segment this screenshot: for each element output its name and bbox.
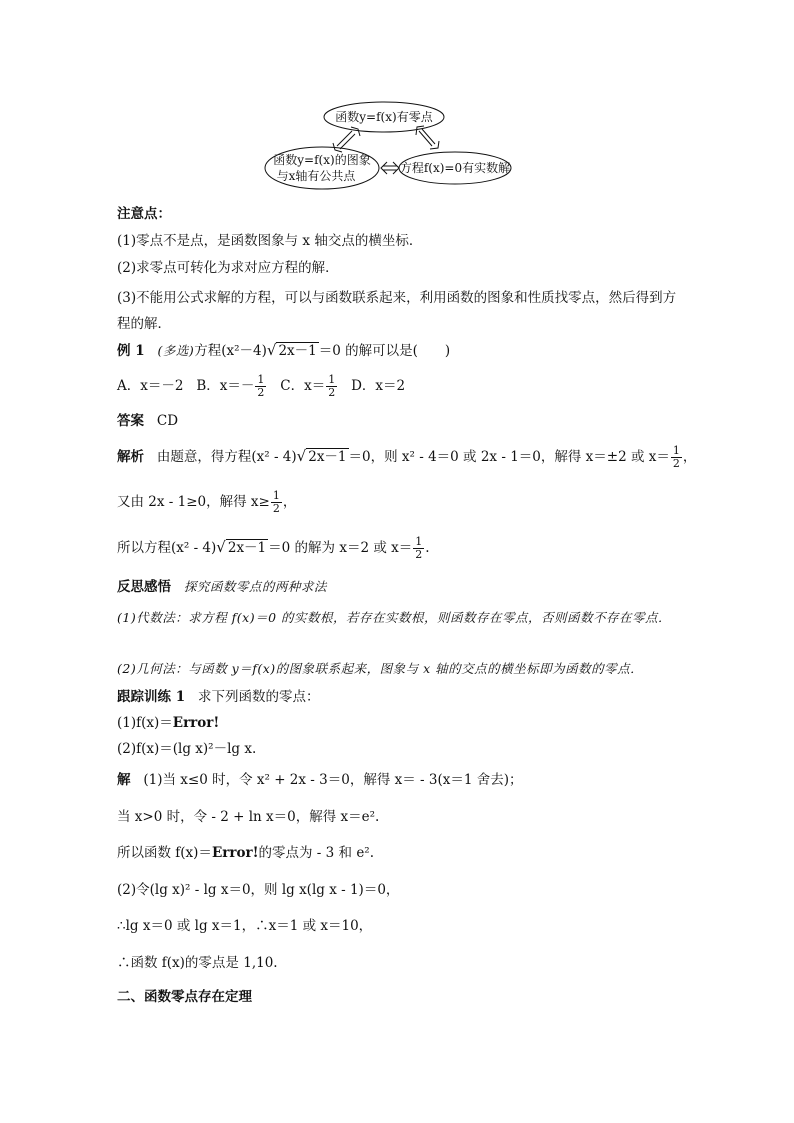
practice-1-error: Error! <box>172 715 220 731</box>
note-2: (2)求零点可转化为求对应方程的解． <box>117 260 339 276</box>
option-b-pre: B．x＝－ <box>196 378 255 394</box>
example-tag: (多选) <box>157 343 195 358</box>
sqrt-icon: √ <box>216 538 226 556</box>
reflection-label: 反思感悟 <box>117 579 171 595</box>
option-c-fraction: $\frac{1}{2}$ <box>328 373 336 399</box>
solution-l3-b: ＝0 的解为 x＝2 或 x＝ <box>268 540 413 556</box>
practice-solution-4: (2)令(lg x)² - lg x＝0，则 lg x(lg x - 1)＝0， <box>117 882 400 898</box>
answer-value: CD <box>156 413 179 429</box>
solution-l1-a: 由题意，得方程(x² - 4) <box>156 449 297 465</box>
solution-line-3 <box>117 531 430 564</box>
practice-title: 求下列函数的零点： <box>197 689 320 705</box>
option-a: A．x＝－2 <box>117 378 184 394</box>
solution-l1-end: ， <box>682 449 697 465</box>
section-2-title: 二、函数零点存在定理 <box>117 989 252 1005</box>
solution-l2-fraction: $\frac{1}{2}$ <box>272 489 280 515</box>
solution-l2-a: 又由 2x - 1≥0，解得 x≥ <box>117 494 270 510</box>
practice-2: (2)f(x)＝(lg x)²－lg x. <box>117 741 257 757</box>
equivalence-diagram <box>0 0 794 200</box>
practice-solution-1-text: (1)当 x≤0 时，令 x² + 2x - 3＝0，解得 x＝ - 3(x＝1 舍去)； <box>143 772 523 788</box>
practice-heading <box>117 687 319 707</box>
example-stem-a: 方程(x²－4) <box>194 343 267 359</box>
double-arrow-horizontal <box>381 162 399 174</box>
solution-l3-a: 所以方程(x² - 4) <box>117 540 217 556</box>
left-ellipse-text-1: 函数y=f(x)的图象 <box>273 153 371 167</box>
top-ellipse-text: 函数y=f(x)有零点 <box>335 110 433 124</box>
practice-label: 跟踪训练 1 <box>117 689 186 705</box>
practice-solution-3 <box>117 843 374 863</box>
solution-label: 解析 <box>117 449 144 465</box>
practice-solution-2: 当 x>0 时，令 - 2 + ln x＝0，解得 x＝e². <box>117 809 380 825</box>
sqrt-icon: √ <box>296 447 307 465</box>
left-ellipse-text-2: 与x轴有公共点 <box>276 169 356 183</box>
reflection-heading <box>117 577 327 597</box>
practice-solution-1 <box>117 770 523 790</box>
practice-1 <box>117 713 219 733</box>
solution-line-1 <box>117 440 696 473</box>
solution-l1-radicand: 2x－1 <box>308 449 347 465</box>
example-1-answer <box>117 411 178 431</box>
answer-label: 答案 <box>117 413 144 429</box>
practice-solution-label: 解 <box>117 772 131 788</box>
solution-l2-end: ， <box>282 494 297 510</box>
notes-heading: 注意点： <box>117 206 171 222</box>
solution-l1-b: ＝0，则 x² - 4＝0 或 2x - 1＝0，解得 x＝±2 或 x＝ <box>348 449 670 465</box>
reflection-title: 探究函数零点的两种求法 <box>183 579 327 594</box>
example-label: 例 1 <box>117 343 145 359</box>
solution-l3-radicand: 2x－1 <box>227 540 267 556</box>
example-stem-b: ＝0 的解可以是( ) <box>318 343 451 359</box>
practice-solution-3-b: 的零点为 - 3 和 e². <box>258 845 375 861</box>
practice-solution-3-a: 所以函数 f(x)＝ <box>117 845 212 861</box>
reflection-2: (2)几何法：与函数 y＝f(x)的图象联系起来，图象与 x 轴的交点的横坐标即为函数的零点． <box>117 661 644 676</box>
option-d: D．x＝2 <box>351 378 406 394</box>
practice-1-a: (1)f(x)＝ <box>117 715 173 731</box>
sqrt-icon: √ <box>266 341 277 359</box>
practice-solution-3-error: Error! <box>211 845 259 861</box>
example-radicand: 2x－1 <box>278 343 317 359</box>
practice-solution-6: ∴函数 f(x)的零点是 1,10. <box>117 955 278 971</box>
example-1-options <box>117 370 405 402</box>
example-1-stem <box>117 340 450 361</box>
reflection-1: (1)代数法：求方程 f(x)＝0 的实数根，若存在实数根，则函数存在零点，否则函数不存在零点． <box>117 610 672 625</box>
right-ellipse-text: 方程f(x)=0有实数解 <box>399 161 511 175</box>
practice-solution-5: ∴lg x＝0 或 lg x＝1，∴x＝1 或 x＝10， <box>117 918 373 934</box>
note-1: (1)零点不是点，是函数图象与 x 轴交点的横坐标． <box>117 233 423 249</box>
option-c-pre: C．x＝ <box>280 378 326 394</box>
solution-l1-fraction: $\frac{1}{2}$ <box>672 444 680 470</box>
note-3: (3)不能用公式求解的方程，可以与函数联系起来，利用函数的图象和性质找零点，然后得到方程的解． <box>117 290 677 332</box>
solution-l3-fraction: $\frac{1}{2}$ <box>415 535 423 561</box>
option-b-fraction: $\frac{1}{2}$ <box>257 373 265 399</box>
solution-l3-end: . <box>425 540 430 556</box>
solution-line-2 <box>117 486 296 518</box>
